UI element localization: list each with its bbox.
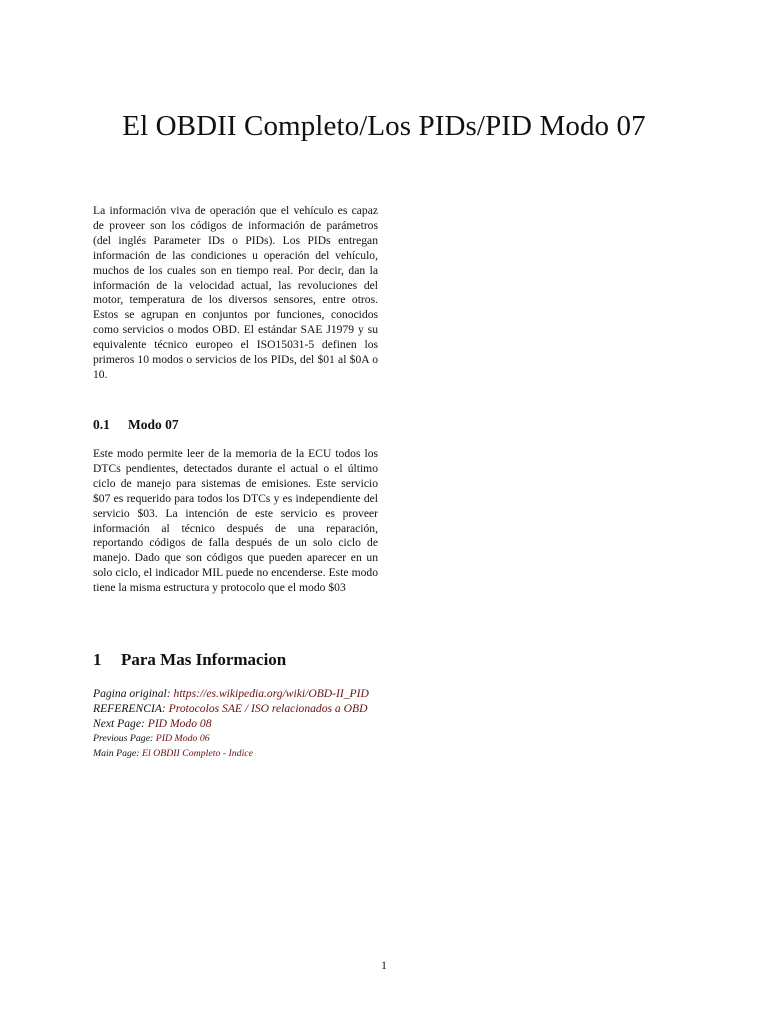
section-number: 1 <box>93 650 102 669</box>
referencia-row <box>93 701 378 716</box>
main-page-link[interactable]: El OBDII Completo - Indice <box>141 748 253 759</box>
section-title: Modo 07 <box>128 417 179 432</box>
section-number: 0.1 <box>93 417 110 432</box>
page-title: El OBDII Completo/Los PIDs/PID Modo 07 <box>122 110 646 142</box>
next-page-label: Next Page: <box>93 717 145 730</box>
next-page-row <box>93 716 378 731</box>
next-page-link[interactable]: PID Modo 08 <box>147 717 212 730</box>
previous-page-label: Previous Page: <box>93 733 154 744</box>
previous-page-link[interactable]: PID Modo 06 <box>155 733 210 744</box>
page-number: 1 <box>381 960 387 972</box>
original-page-link[interactable]: https://es.wikipedia.org/wiki/OBD-II_PID <box>173 687 369 700</box>
main-page-row <box>93 746 378 761</box>
main-page-label: Main Page: <box>93 748 140 759</box>
referencia-label: REFERENCIA: <box>93 702 166 715</box>
previous-page-row <box>93 731 378 746</box>
section-title: Para Mas Informacion <box>121 650 287 669</box>
original-page-label: Pagina original: <box>93 687 171 700</box>
modo-07-paragraph: Este modo permite leer de la memoria de la ECU todos los DTCs pendientes, detectados durante el actual o el último ciclo de manejo para sistemas de emisiones. Este servicio $07 es requerido para todos los DTCs y es independiente del servicio $03. La intención de este servicio es proveer información al técnico después de una reparación, reportando códigos de falla después de un solo ciclo de manejo. Dado que son códigos que pueden aparecer en un solo ciclo, el indicador MIL puede no encenderse. Este modo tiene la misma estructura y protocolo que el modo $03 <box>93 447 378 595</box>
section-heading-mas-informacion <box>93 650 378 670</box>
section-heading-modo-07 <box>93 417 378 433</box>
original-page-row <box>93 686 378 701</box>
intro-paragraph: La información viva de operación que el vehículo es capaz de proveer son los códigos de información de parámetros (del inglés Parameter IDs o PIDs). Los PIDs entregan información de las condiciones u operación del vehículo, muchos de los cuales son en tiempo real. Por decir, dan la información de la velocidad actual, las revoluciones del motor, temperatura de los diversos sensores, entre otros. Estos se agrupan en conjuntos por funciones, conocidos como servicios o modos OBD. El estándar SAE J1979 y su equivalente técnico europeo el ISO15031-5 definen los primeros 10 modos o servicios de los PIDs, del $01 al $0A o 10. <box>93 204 378 381</box>
links-list <box>93 686 378 761</box>
referencia-link[interactable]: Protocolos SAE / ISO relacionados a OBD <box>168 702 368 715</box>
